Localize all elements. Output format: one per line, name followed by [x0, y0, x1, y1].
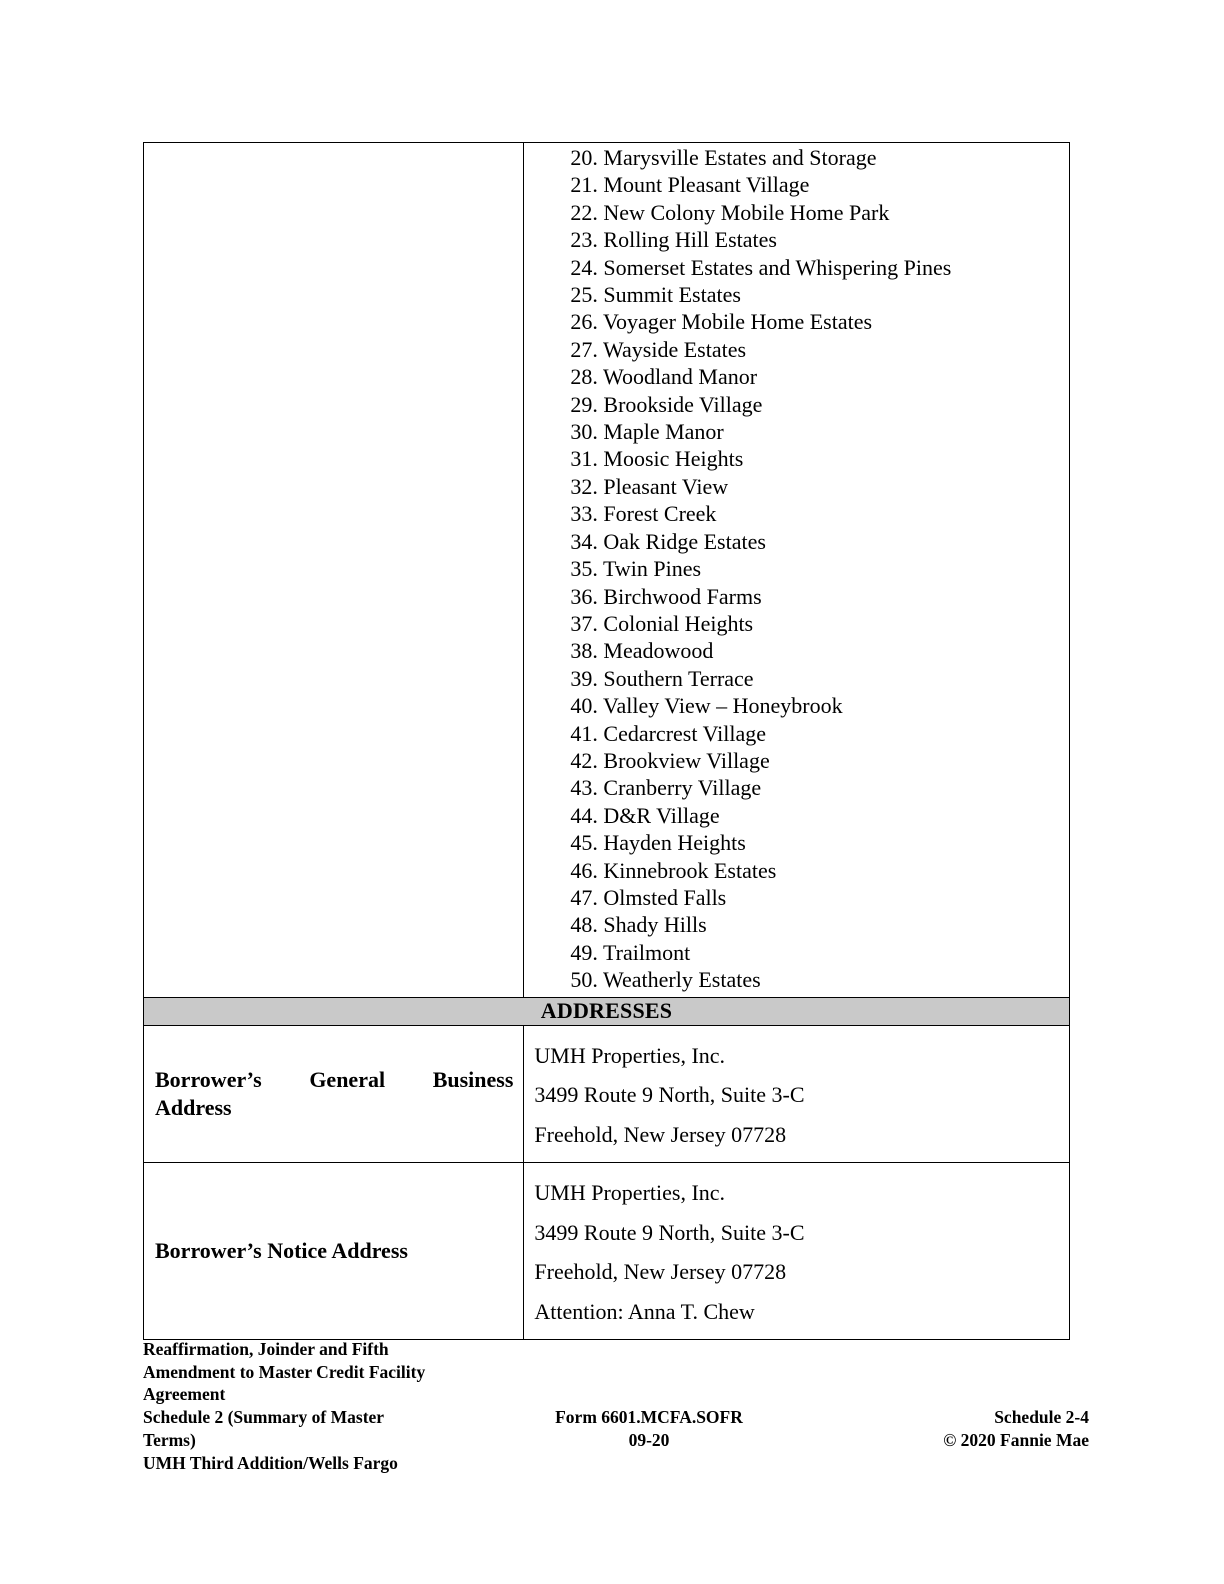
footer-document-title — [143, 1338, 483, 1474]
addresses-header: ADDRESSES — [540, 998, 673, 1024]
general-business-address-label — [155, 1066, 513, 1122]
notice-address-row — [144, 1163, 1070, 1340]
footer-line: 09-20 — [628, 1429, 670, 1450]
general-business-address-value-cell — [524, 1025, 1070, 1163]
notice-address-label-cell — [144, 1163, 524, 1340]
label-line-2: Address — [155, 1094, 232, 1120]
footer-line: Reaffirmation, Joinder and Fifth — [143, 1339, 389, 1359]
property-list-item: 26. Voyager Mobile Home Estates — [570, 309, 873, 335]
footer-line: Terms) — [143, 1429, 196, 1450]
footer-page-info — [943, 1406, 1089, 1451]
address-line: UMH Properties, Inc. — [534, 1042, 726, 1068]
footer-line: UMH Third Addition/Wells Fargo — [143, 1452, 398, 1473]
property-list-item: 31. Moosic Heights — [570, 446, 744, 472]
footer-form-number — [542, 1406, 756, 1451]
property-list-item: 42. Brookview Village — [570, 747, 770, 773]
property-list-item: 20. Marysville Estates and Storage — [570, 145, 877, 170]
property-list-item: 24. Somerset Estates and Whispering Pines — [570, 254, 952, 280]
property-list-item: 45. Hayden Heights — [570, 830, 746, 856]
addresses-header-row — [144, 997, 1070, 1025]
footer-line: Agreement — [143, 1384, 226, 1405]
address-line: Freehold, New Jersey 07728 — [534, 1121, 787, 1147]
address-line: Freehold, New Jersey 07728 — [534, 1259, 787, 1285]
address-line: 3499 Route 9 North, Suite 3-C — [534, 1219, 805, 1245]
properties-list-cell — [524, 143, 1070, 998]
property-list-item: 27. Wayside Estates — [570, 336, 747, 362]
property-list-item: 29. Brookside Village — [570, 391, 763, 417]
label-line-1 — [155, 1066, 513, 1094]
properties-row — [144, 143, 1070, 998]
property-list-item: 22. New Colony Mobile Home Park — [570, 199, 890, 225]
property-list-item: 44. D&R Village — [570, 802, 720, 828]
addresses-header-cell — [144, 997, 1070, 1025]
property-list-item: 25. Summit Estates — [570, 282, 741, 308]
footer-line: Amendment to Master Credit Facility — [143, 1361, 426, 1382]
property-list-item: 39. Southern Terrace — [570, 665, 754, 691]
label-word: General — [309, 1066, 386, 1092]
property-list-item: 46. Kinnebrook Estates — [570, 857, 777, 883]
property-list-item: 50. Weatherly Estates — [570, 967, 761, 993]
footer-line: © 2020 Fannie Mae — [943, 1429, 1089, 1450]
label-word: Business — [432, 1066, 514, 1092]
footer-line: Schedule 2 (Summary of Master — [143, 1407, 385, 1428]
property-list-item: 41. Cedarcrest Village — [570, 720, 766, 746]
address-line: 3499 Route 9 North, Suite 3-C — [534, 1082, 805, 1108]
property-list-item: 37. Colonial Heights — [570, 610, 754, 636]
property-list-item: 28. Woodland Manor — [570, 364, 758, 390]
property-list-item: 34. Oak Ridge Estates — [570, 528, 766, 554]
property-list-item: 38. Meadowood — [570, 638, 714, 664]
footer-line: Form 6601.MCFA.SOFR — [555, 1407, 743, 1427]
property-list-item: 47. Olmsted Falls — [570, 884, 727, 910]
property-list-item: 33. Forest Creek — [570, 501, 717, 527]
footer-line: Schedule 2-4 — [994, 1407, 1089, 1427]
property-list-item: 40. Valley View – Honeybrook — [570, 693, 843, 719]
property-list-item: 30. Maple Manor — [570, 419, 724, 445]
master-terms-table — [143, 142, 1070, 1340]
property-list-item: 23. Rolling Hill Estates — [570, 227, 777, 253]
notice-address-label: Borrower’s Notice Address — [155, 1238, 408, 1264]
property-list-item: 49. Trailmont — [570, 939, 691, 965]
property-list-item: 32. Pleasant View — [570, 473, 729, 499]
address-line: UMH Properties, Inc. — [534, 1180, 726, 1206]
label-word: Borrower’s — [155, 1066, 262, 1092]
property-list-item: 36. Birchwood Farms — [570, 583, 762, 609]
property-list-item: 43. Cranberry Village — [570, 775, 762, 801]
notice-address-value-cell — [524, 1163, 1070, 1340]
general-business-address-label-cell — [144, 1025, 524, 1163]
property-list-item: 48. Shady Hills — [570, 912, 707, 938]
property-list-item: 35. Twin Pines — [570, 556, 702, 582]
property-list — [524, 143, 1069, 997]
general-business-address-row — [144, 1025, 1070, 1163]
address-line: Attention: Anna T. Chew — [534, 1298, 755, 1324]
properties-left-cell — [144, 143, 524, 998]
property-list-item: 21. Mount Pleasant Village — [570, 172, 810, 198]
